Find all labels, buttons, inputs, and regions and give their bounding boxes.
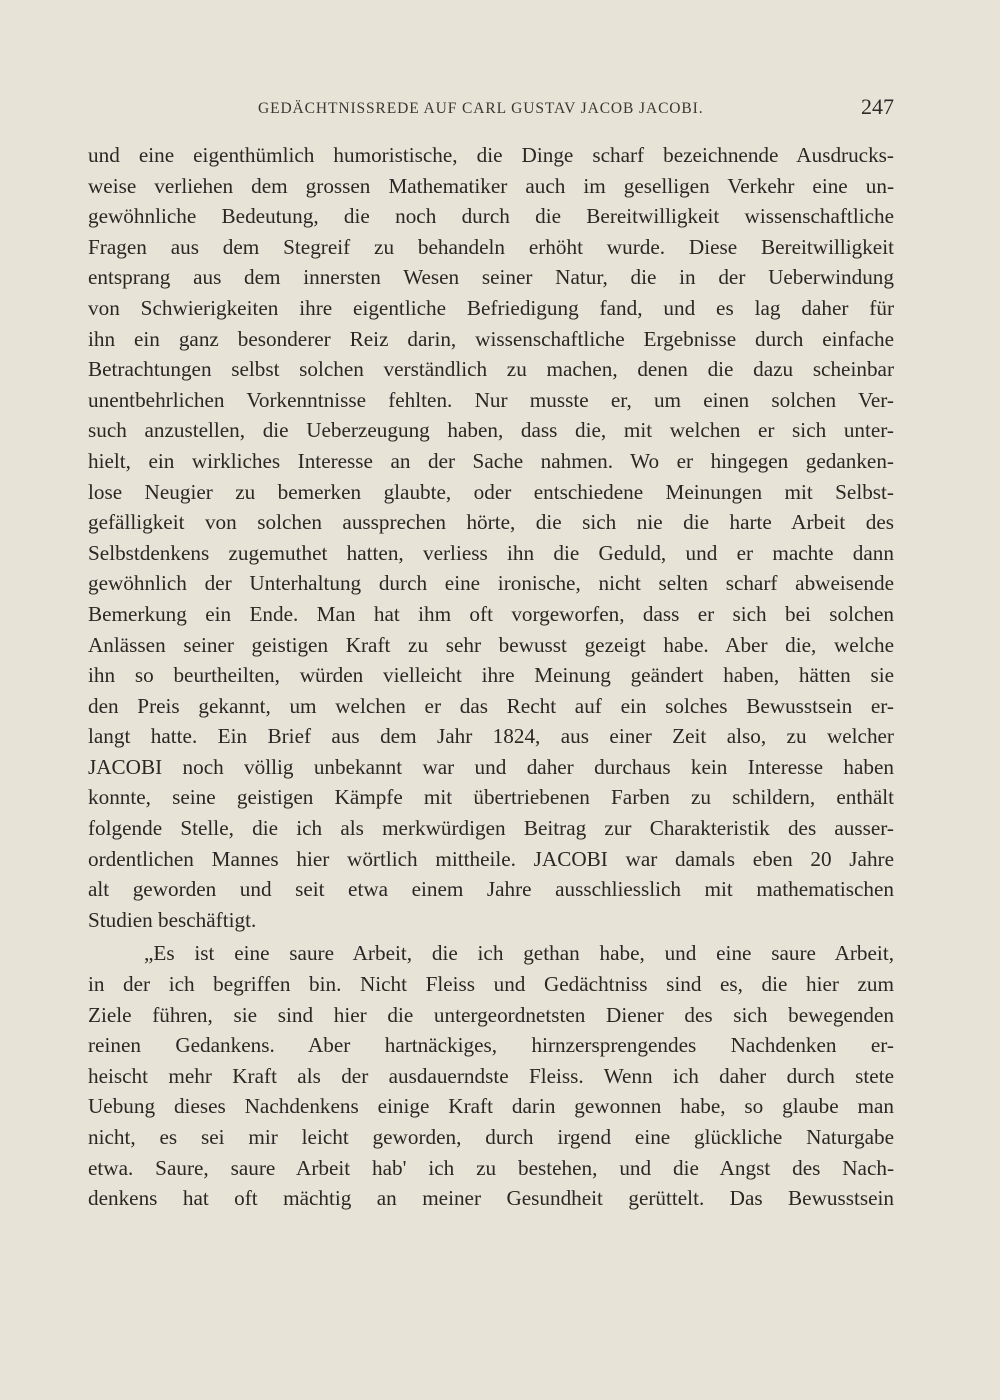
text-line: Selbstdenkens zugemuthet hatten, verliess ihn die Geduld, und er machte dann — [88, 540, 894, 565]
text-line: reinen Gedankens. Aber hartnäckiges, hirnzersprengendes Nachdenken er- — [88, 1033, 894, 1058]
text-line: „Es ist eine saure Arbeit, die ich gethan habe, und eine saure Arbeit, — [144, 941, 894, 966]
text-line: unentbehrlichen Vorkenntnisse fehlten. Nur musste er, um einen solchen Ver- — [88, 387, 894, 412]
body-text — [88, 140, 894, 1214]
text-line: ihn so beurtheilten, würden vielleicht ihre Meinung geändert haben, hätten sie — [88, 663, 894, 688]
paragraph-2-quotation — [88, 938, 894, 1213]
text-line: langt hatte. Ein Brief aus dem Jahr 1824, aus einer Zeit also, zu welcher — [88, 724, 894, 749]
text-line: alt geworden und seit etwa einem Jahre ausschliesslich mit mathematischen — [88, 877, 894, 902]
page-number: 247 — [861, 94, 894, 119]
text-line: nicht, es sei mir leicht geworden, durch irgend eine glückliche Naturgabe — [88, 1125, 894, 1149]
text-line: Uebung dieses Nachdenkens einige Kraft darin gewonnen habe, so glaube man — [88, 1094, 894, 1119]
text-line: ordentlichen Mannes hier wörtlich mittheile. JACOBI war damals eben 20 Jahre — [88, 846, 894, 871]
text-line: konnte, seine geistigen Kämpfe mit übertriebenen Farben zu schildern, enthält — [88, 785, 894, 810]
running-title: GEDÄCHTNISSREDE AUF CARL GUSTAV JACOB JACOBI. — [258, 100, 704, 117]
text-line: den Preis gekannt, um welchen er das Recht auf ein solches Bewusstsein er- — [88, 693, 894, 718]
text-line: denkens hat oft mächtig an meiner Gesundheit gerüttelt. Das Bewusstsein — [88, 1186, 894, 1211]
text-line: ihn ein ganz besonderer Reiz darin, wissenschaftliche Ergebnisse durch einfache — [88, 326, 894, 351]
text-line: gewöhnliche Bedeutung, die noch durch die Bereitwilligkeit wissenschaftliche — [88, 204, 894, 229]
text-line: Anlässen seiner geistigen Kraft zu sehr bewusst gezeigt habe. Aber die, welche — [88, 632, 894, 657]
text-line: von Schwierigkeiten ihre eigentliche Befriedigung fand, und es lag daher für — [88, 295, 894, 320]
text-line: heischt mehr Kraft als der ausdauerndste Fleiss. Wenn ich daher durch stete — [88, 1063, 894, 1088]
text-line: Fragen aus dem Stegreif zu behandeln erhöht wurde. Diese Bereitwilligkeit — [88, 234, 894, 259]
text-line: und eine eigenthümlich humoristische, die Dinge scharf bezeichnende Ausdrucks- — [88, 143, 894, 167]
text-line: Studien beschäftigt. — [88, 907, 257, 932]
text-line: hielt, ein wirkliches Interesse an der Sache nahmen. Wo er hingegen gedanken- — [88, 448, 894, 473]
text-line: Bemerkung ein Ende. Man hat ihm oft vorgeworfen, dass er sich bei solchen — [88, 601, 894, 626]
text-line: weise verliehen dem grossen Mathematiker auch im geselligen Verkehr eine un- — [88, 173, 894, 198]
text-line: Betrachtungen selbst solchen verständlich zu machen, denen die dazu scheinbar — [88, 357, 894, 382]
paragraph-1 — [88, 140, 894, 935]
text-line: folgende Stelle, die ich als merkwürdigen Beitrag zur Charakteristik des ausser- — [88, 816, 894, 841]
text-line: JACOBI noch völlig unbekannt war und daher durchaus kein Interesse haben — [88, 754, 894, 779]
text-line: lose Neugier zu bemerken glaubte, oder entschiedene Meinungen mit Selbst- — [88, 479, 894, 504]
text-line: entsprang aus dem innersten Wesen seiner Natur, die in der Ueberwindung — [88, 265, 894, 290]
text-line: gefälligkeit von solchen aussprechen hörte, die sich nie die harte Arbeit des — [88, 510, 894, 535]
text-line: in der ich begriffen bin. Nicht Fleiss und Gedächtniss sind es, die hier zum — [88, 972, 894, 997]
text-line: etwa. Saure, saure Arbeit hab' ich zu bestehen, und die Angst des Nach- — [88, 1155, 894, 1180]
text-line: Ziele führen, sie sind hier die untergeordnetsten Diener des sich bewegenden — [88, 1002, 894, 1027]
text-line: such anzustellen, die Ueberzeugung haben, dass die, mit welchen er sich unter- — [88, 418, 894, 443]
text-line: gewöhnlich der Unterhaltung durch eine ironische, nicht selten scharf abweisende — [88, 571, 894, 596]
running-head — [88, 94, 894, 124]
